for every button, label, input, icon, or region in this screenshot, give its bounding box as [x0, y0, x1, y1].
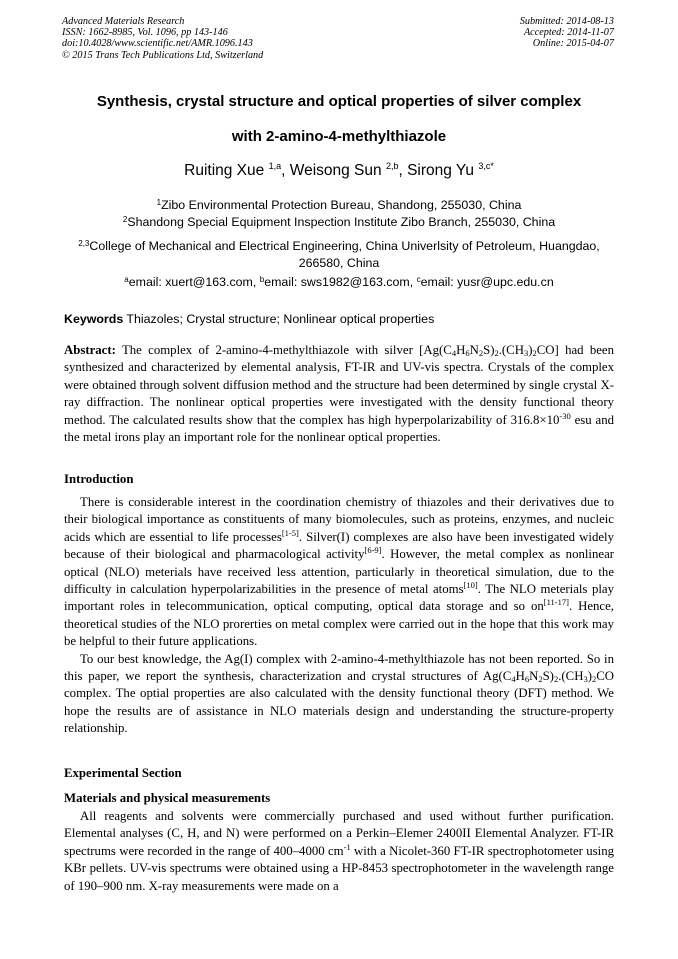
- section-heading-experimental: Experimental Section: [64, 766, 182, 780]
- paragraph: [64, 808, 614, 895]
- affiliation-text: Zibo Environmental Protection Bureau, Shandong, 255030, China: [161, 198, 522, 212]
- paragraph-text: H: [515, 669, 525, 684]
- author-list: [40, 161, 638, 180]
- paragraph-text: S): [542, 669, 554, 684]
- keywords-text: Thiazoles; Crystal structure; Nonlinear optical properties: [123, 312, 435, 326]
- affiliation-text: Shandong Special Equipment Inspection Institute Zibo Branch, 255030, China: [127, 215, 556, 229]
- paragraph-text: All reagents and solvents were commercially purchased and used without further purification. Elemental analyses (C, H, and N) were performed on a Perkin–Elemer 2400II Elemental Analyzer. FT-IR spectrums were recorded in the range of 400–4000 cm: [64, 809, 614, 858]
- abstract-text: esu and the metal irons play an important role for the nonlinear optical properties.: [64, 412, 614, 445]
- citation: [11-17]: [543, 597, 569, 608]
- citation: [1-5]: [281, 527, 299, 538]
- abstract-text: N: [469, 343, 479, 357]
- abstract-text: CO] had been synthesized and characterized by elemental analysis, FT-IR and UV-vis spectra. Crystals of the complex were obtained through solvent diffusion method and the structure had been determined by single crystal X-ray diffraction. The nonlinear optical properties were investigated with the density functional theory method. The calculated results show that the complex has high hyperpolarizability of 316.8×10: [64, 343, 614, 427]
- subscript: 4: [451, 348, 457, 358]
- keywords: [64, 312, 434, 326]
- author-affiliation-mark: 2,b: [385, 161, 399, 171]
- online-date: Online: 2015-04-07: [532, 38, 614, 50]
- experimental-body: [64, 808, 614, 895]
- author-name: Ruiting Xue: [184, 162, 265, 179]
- subscript: 3: [523, 348, 529, 358]
- email-mark: b: [259, 275, 265, 284]
- subscript: 2: [494, 348, 499, 358]
- paper-title-line1: Synthesis, crystal structure and optical properties of silver complex: [96, 93, 582, 110]
- affiliation-text: College of Mechanical and Electrical Engineering, China Univerlsity of Petroleum, Huangdao,: [89, 239, 600, 253]
- subscript: 6: [524, 674, 530, 685]
- abstract-text: H: [456, 343, 466, 357]
- subsection-heading-materials: Materials and physical measurements: [64, 791, 271, 805]
- citation: [10]: [463, 580, 478, 591]
- affiliation-3-postcode: 266580, China: [298, 256, 380, 270]
- superscript: -1: [343, 841, 351, 852]
- abstract-text: S): [483, 343, 495, 357]
- affiliation-mark: 2: [122, 215, 128, 224]
- citation: [6-9]: [364, 545, 382, 556]
- paragraph-text: .(CH: [558, 669, 584, 684]
- email-b: email: sws1982@163.com,: [264, 275, 417, 289]
- affiliation-1: [40, 195, 638, 213]
- email-mark: c: [416, 275, 421, 284]
- paragraph-text: N: [529, 669, 539, 684]
- author-name: Sirong Yu: [407, 162, 475, 179]
- email-a: email: xuert@163.com,: [128, 275, 260, 289]
- paragraph: [64, 651, 614, 738]
- affiliation-mark: 2,3: [78, 239, 90, 248]
- author-affiliation-mark: 1,a: [268, 161, 282, 171]
- abstract-text: ): [528, 343, 533, 357]
- subscript: 2: [478, 348, 484, 358]
- email-mark: a: [124, 275, 129, 284]
- paragraph-text: There is considerable interest in the coordination chemistry of thiazoles and their derivatives due to their biological importance as constituents of many biomolecules, such as proteins, enzymes, and nucleic acids which are essential to life processes: [64, 495, 614, 544]
- abstract-label: Abstract:: [64, 343, 116, 357]
- accepted-date: Accepted: 2014-11-07: [523, 27, 614, 39]
- author-separator: ,: [398, 162, 408, 179]
- subscript: 6: [465, 348, 470, 358]
- paragraph: [64, 494, 614, 651]
- abstract-text: The complex of 2-amino-4-methylthiazole with silver [Ag(C: [115, 343, 452, 357]
- author-name: Weisong Sun: [289, 162, 382, 179]
- email-c: email: yusr@upc.edu.cn: [420, 275, 554, 289]
- paper-title-line2: with 2-amino-4-methylthiazole: [231, 128, 447, 145]
- email-line: [40, 272, 638, 290]
- superscript: -30: [559, 410, 571, 421]
- issn: ISSN: 1662-8985, Vol. 1096, pp 143-146: [62, 27, 228, 39]
- subscript: 2: [532, 348, 537, 358]
- submitted-date: Submitted: 2014-08-13: [519, 16, 614, 27]
- affiliation-2: [40, 212, 638, 230]
- paragraph-text: . Hence, theoretical studies of the NLO prorerties on metal complex were carried out in the hope that this work may be helpful to their future applications.: [64, 599, 614, 649]
- abstract: [64, 342, 614, 446]
- dates-header: [520, 16, 614, 50]
- paragraph-text: . Silver(I) complexes are also have been investigated widely because of their biological and pharmacological activity: [64, 529, 614, 562]
- affiliation-3: [40, 236, 638, 254]
- paragraph-text: To our best knowledge, the Ag(I) complex with 2-amino-4-methylthiazole has not been reported. So in this paper, we report the synthesis, characterization and crystal structures of Ag(C: [64, 651, 614, 684]
- subscript: 3: [583, 674, 588, 685]
- paragraph-text: . The NLO meterials play important roles in telecommunication, optical computing, optical data storage and so on: [64, 582, 614, 614]
- abstract-text: .(CH: [498, 343, 524, 357]
- subscript: 2: [591, 674, 597, 685]
- author-affiliation-mark: 3,c*: [478, 161, 494, 171]
- subscript: 2: [538, 674, 543, 685]
- journal-name: Advanced Materials Research: [62, 16, 185, 27]
- copyright: © 2015 Trans Tech Publications Ltd, Switzerland: [62, 49, 264, 61]
- subscript: 4: [511, 674, 516, 685]
- affiliation-mark: 1: [156, 198, 162, 207]
- author-separator: ,: [281, 162, 290, 179]
- journal-header: [62, 16, 263, 61]
- doi: doi:10.4028/www.scientific.net/AMR.1096.143: [62, 38, 253, 50]
- paragraph-text: CO complex. The optial properties are also calculated with the density functional theory (DFT) method. We hope the results are of assistance in NLO materials design and understanding the structure-property relationship.: [64, 669, 614, 736]
- introduction-body: [64, 494, 614, 738]
- keywords-label: Keywords: [64, 312, 124, 326]
- subscript: 2: [553, 674, 559, 685]
- paragraph-text: ): [587, 669, 592, 684]
- paragraph-text: with a Nicolet-360 FT-IR spectrophotometer using KBr pellets. UV-vis spectrums were obtained using a HP-8453 spectrophotometer in the wavelength range of 190–900 nm. X-ray measurements were made on a: [64, 843, 614, 893]
- paragraph-text: . However, the metal complex as nonlinear optical (NLO) meterials have received less attention, particularly in theoretical simulation, due to the difficulty in calculation hyperpolarizabilities in the presence of metal atoms: [64, 547, 615, 597]
- section-heading-introduction: Introduction: [64, 472, 134, 486]
